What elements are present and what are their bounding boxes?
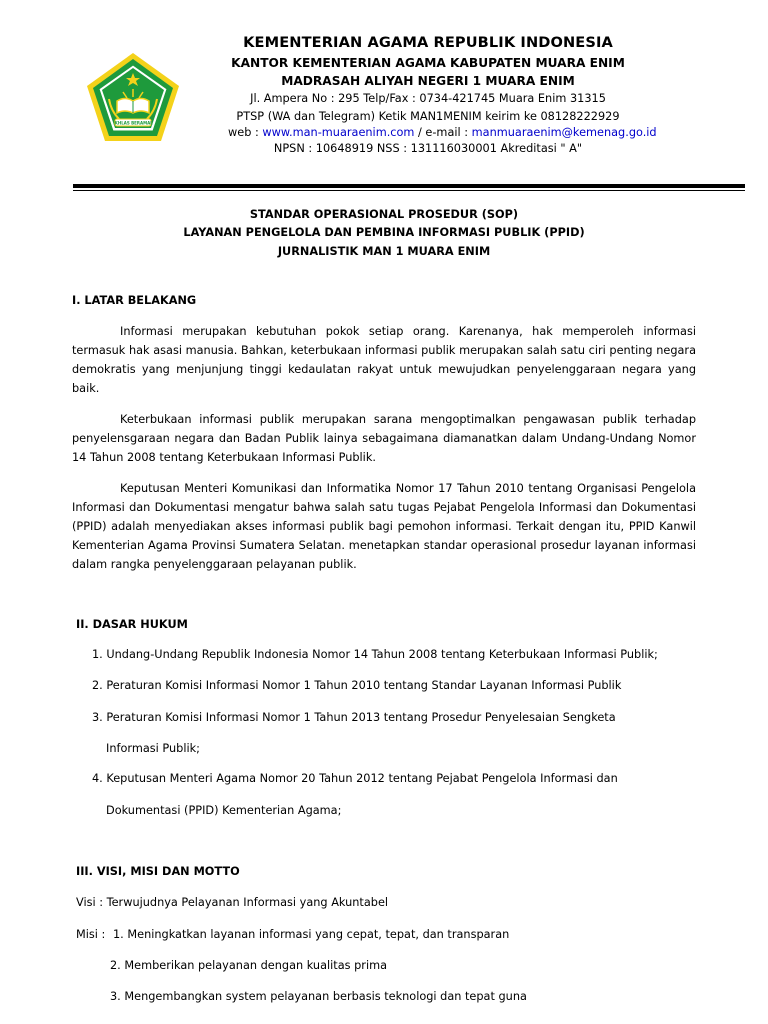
paragraph-text: Keterbukaan informasi publik merupakan sarana mengoptimalkan pengawasan publik terhadap penyelensgaraan negara dan Badan Publik lainya sebagaimana diamanatkan dalam Undang-Undang Nomor 14 Tahun 2008 tentang Keterbukaan Informasi Publik. xyxy=(72,413,696,464)
section1-paragraph2 xyxy=(72,410,696,467)
legal-basis-item-3: 3. Peraturan Komisi Informasi Nomor 1 Tahun 2013 tentang Prosedur Penyelesaian Sengketa xyxy=(92,711,616,724)
legal-basis-item-4-cont: Dokumentasi (PPID) Kementerian Agama; xyxy=(106,804,342,817)
kemenag-logo xyxy=(85,51,181,143)
letterhead-contact xyxy=(228,126,657,139)
section3-heading: III. VISI, MISI DAN MOTTO xyxy=(76,865,240,878)
email-link[interactable]: manmuaraenim@kemenag.go.id xyxy=(471,126,657,139)
paragraph-text: Keputusan Menteri Komunikasi dan Informatika Nomor 17 Tahun 2010 tentang Organisasi Pengelola Informasi dan Dokumentasi mengatur bahwa salah satu tugas Pejabat Pengelola Informasi dan Dokumentasi (PPID) adalah menyediakan akses informasi publik bagi pemohon informasi. Terkait dengan itu, PPID Kanwil Kementerian Agama Provinsi Sumatera Selatan. menetapkan standar operasional prosedur layanan informasi dalam rangka penyelenggaraan pelayanan publik. xyxy=(72,482,696,571)
section2-heading: II. DASAR HUKUM xyxy=(76,618,188,631)
sop-title-line1: STANDAR OPERASIONAL PROSEDUR (SOP) xyxy=(249,208,519,221)
misi-item-2: 2. Memberikan pelayanan dengan kualitas prima xyxy=(110,959,388,972)
letterhead-address: Jl. Ampera No : 295 Telp/Fax : 0734-421745 Muara Enim 31315 xyxy=(250,92,606,105)
sop-title-line3: JURNALISTIK MAN 1 MUARA ENIM xyxy=(277,245,491,258)
web-label: web : xyxy=(228,126,263,139)
section1-paragraph3 xyxy=(72,479,696,574)
legal-basis-item-2: 2. Peraturan Komisi Informasi Nomor 1 Tahun 2010 tentang Standar Layanan Informasi Publik xyxy=(92,679,622,692)
letterhead-school: MADRASAH ALIYAH NEGERI 1 MUARA ENIM xyxy=(281,74,575,88)
email-label: / e-mail : xyxy=(414,126,472,139)
letterhead-rule-thick xyxy=(73,184,745,188)
website-link[interactable]: www.man-muaraenim.com xyxy=(262,126,415,139)
letterhead-ministry: KEMENTERIAN AGAMA REPUBLIK INDONESIA xyxy=(243,34,613,51)
letterhead-rule-thin xyxy=(73,190,745,191)
letterhead-ptsp: PTSP (WA dan Telegram) Ketik MAN1MENIM keirim ke 08128222929 xyxy=(236,110,620,123)
legal-basis-item-1: 1. Undang-Undang Republik Indonesia Nomor 14 Tahun 2008 tentang Keterbukaan Informasi Publik; xyxy=(92,648,658,661)
visi-statement: Visi : Terwujudnya Pelayanan Informasi yang Akuntabel xyxy=(76,896,389,909)
letterhead-office: KANTOR KEMENTERIAN AGAMA KABUPATEN MUARA ENIM xyxy=(231,56,625,70)
paragraph-text: Informasi merupakan kebutuhan pokok setiap orang. Karenanya, hak memperoleh informasi termasuk hak asasi manusia. Bahkan, keterbukaan informasi publik merupakan salah satu ciri penting negara demokratis yang menjunjung tinggi kedaulatan rakyat untuk mewujudkan penyelenggaraan negara yang baik. xyxy=(72,325,696,395)
section1-paragraph1 xyxy=(72,322,696,398)
logo-motto-text: IKHLAS BERAMAL xyxy=(113,120,153,126)
misi-item-1: 1. Meningkatkan layanan informasi yang cepat, tepat, dan transparan xyxy=(113,928,510,941)
sop-title-line2: LAYANAN PENGELOLA DAN PEMBINA INFORMASI PUBLIK (PPID) xyxy=(183,226,585,239)
legal-basis-item-4: 4. Keputusan Menteri Agama Nomor 20 Tahun 2012 tentang Pejabat Pengelola Informasi dan xyxy=(92,772,618,785)
misi-label: Misi : xyxy=(76,928,106,941)
letterhead-npsn: NPSN : 10648919 NSS : 131116030001 Akreditasi " A" xyxy=(273,142,583,155)
section1-heading: I. LATAR BELAKANG xyxy=(72,294,197,307)
misi-item-3: 3. Mengembangkan system pelayanan berbasis teknologi dan tepat guna xyxy=(110,990,527,1003)
legal-basis-item-3-cont: Informasi Publik; xyxy=(106,742,200,755)
